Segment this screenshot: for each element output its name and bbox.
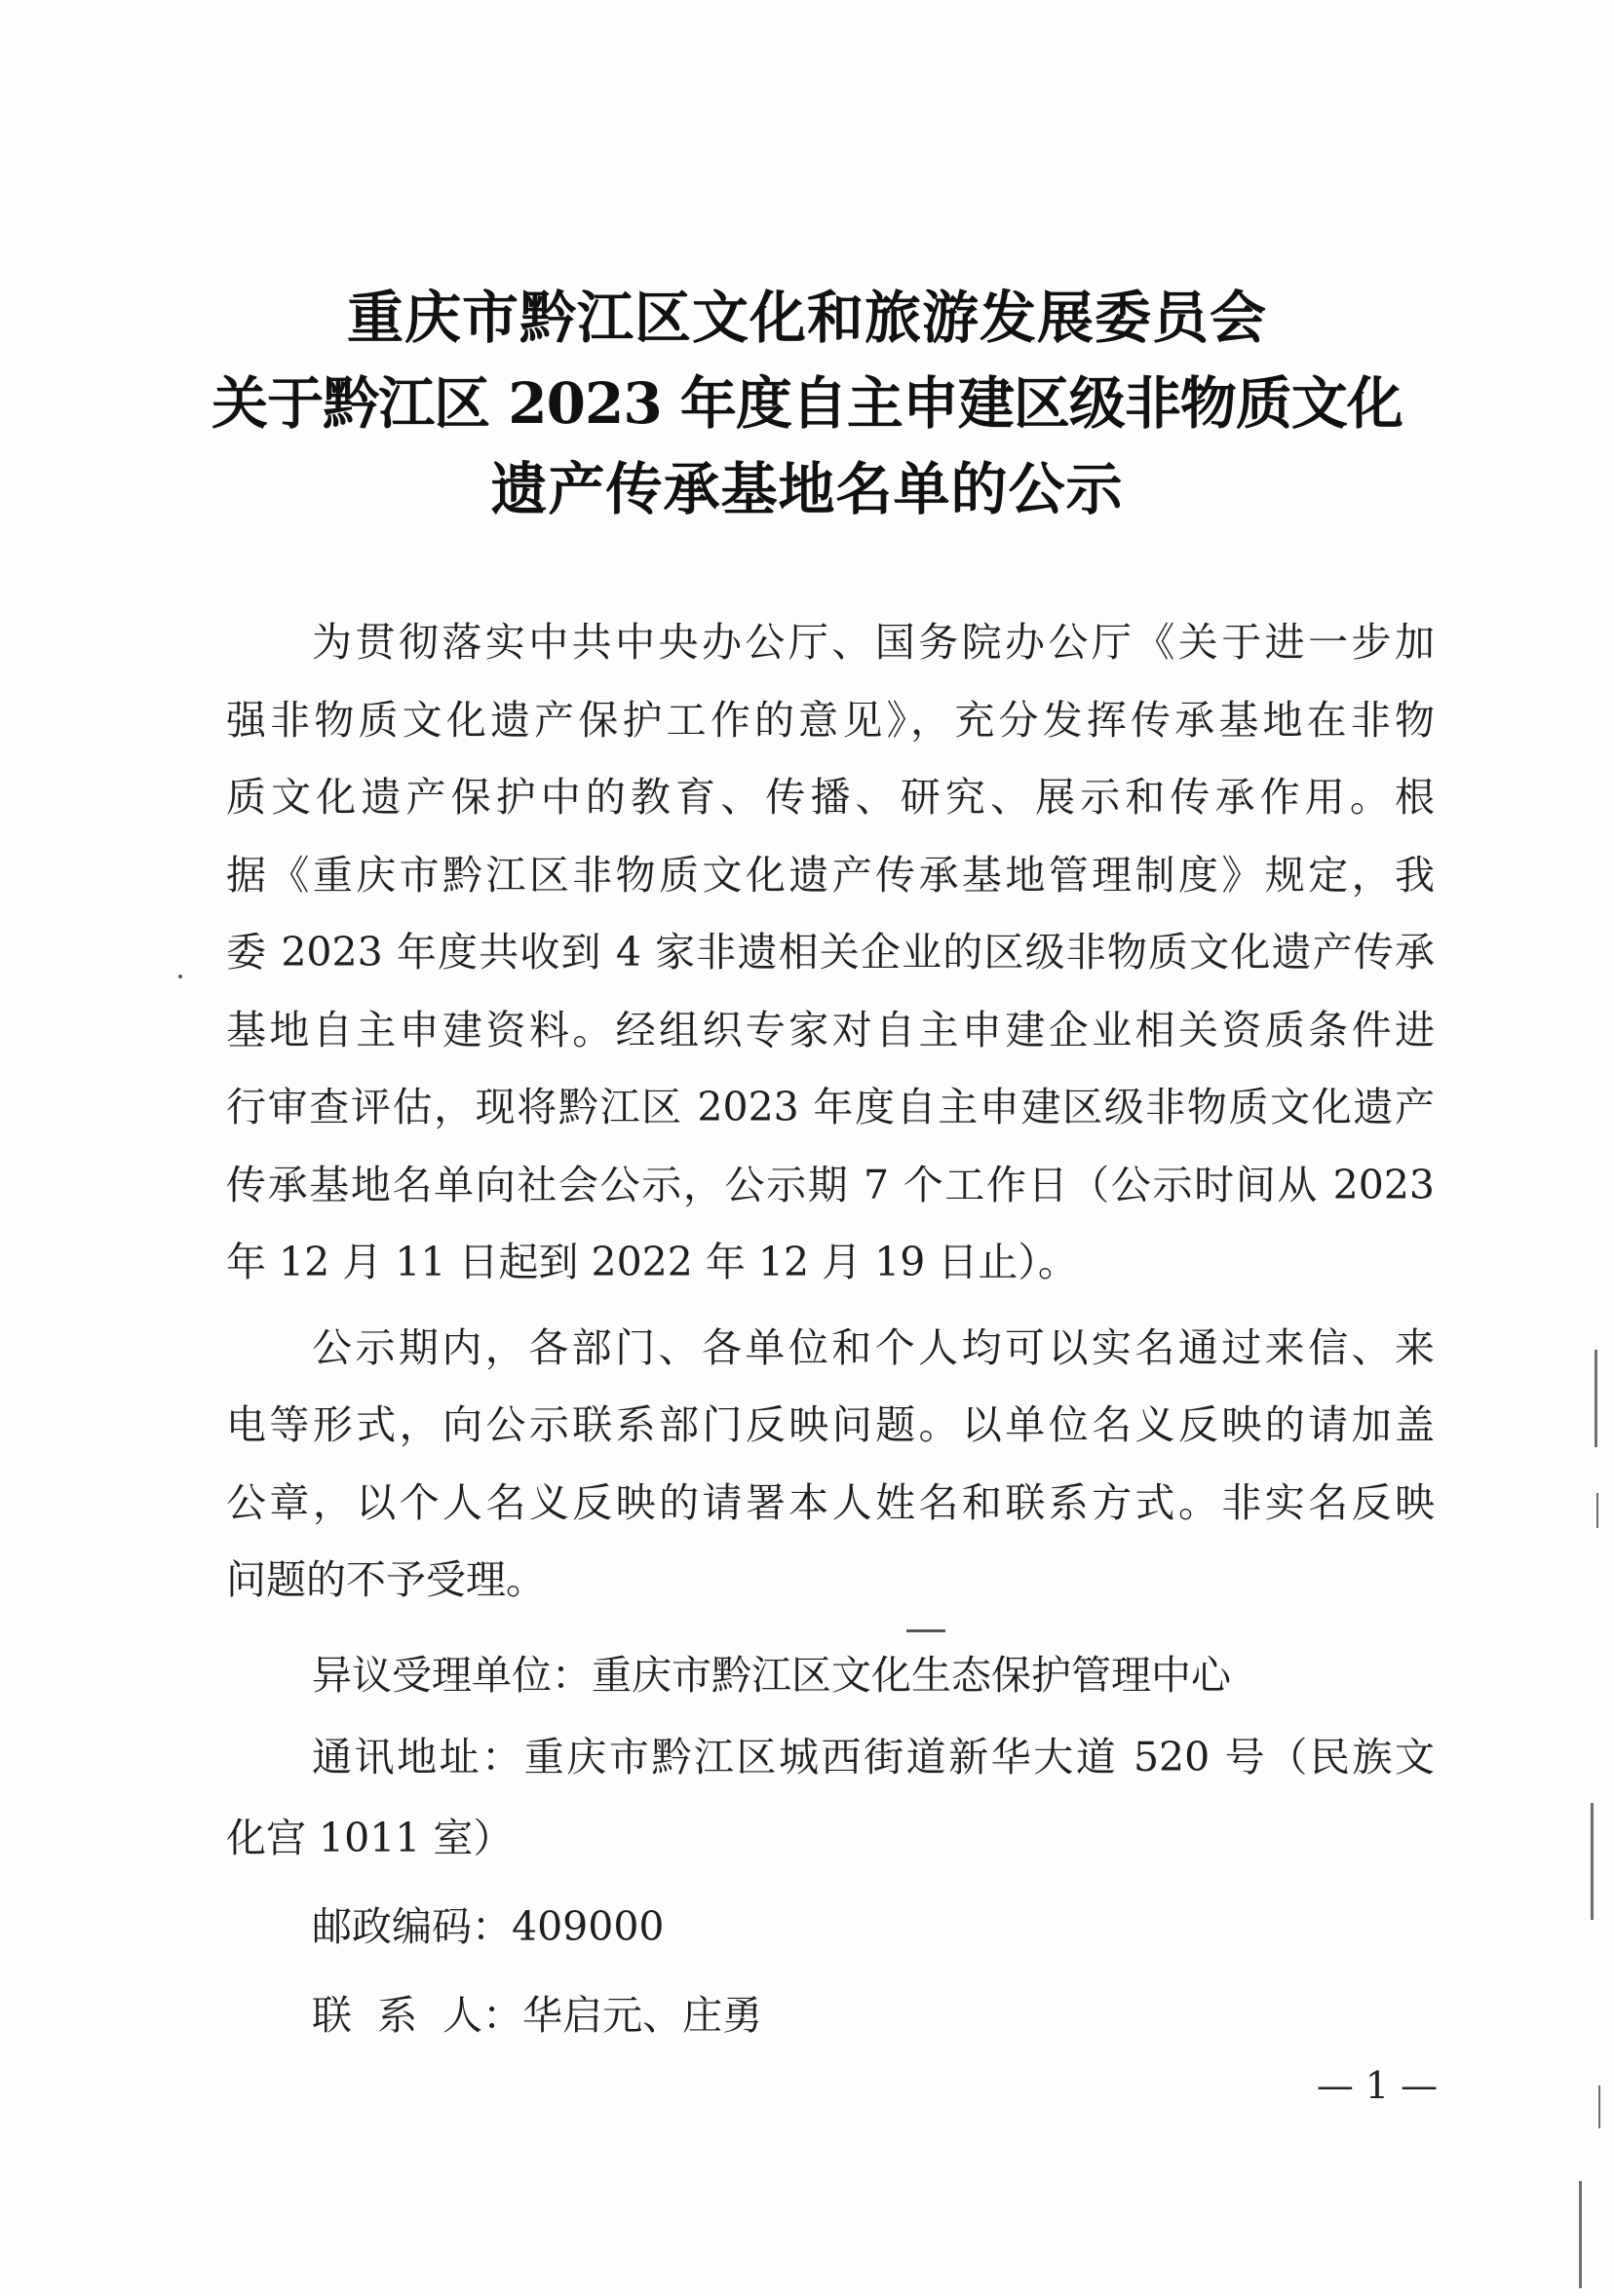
paragraph-1 <box>226 604 1435 1302</box>
scan-artifact-line <box>1596 1493 1598 1528</box>
paragraph-line: 传承基地名单向社会公示，公示期 7 个工作日（公示时间从 2023 <box>226 1161 1435 1208</box>
paragraph-line: 强非物质文化遗产保护工作的意见》，充分发挥传承基地在非物 <box>226 696 1435 744</box>
title-line-3: 遗产传承基地名单的公示 <box>490 456 1124 522</box>
document-title <box>0 275 1614 532</box>
page-number: — 1 — <box>1316 2064 1439 2107</box>
paragraph-line: 年 12 月 11 日起到 2022 年 12 月 19 日止）。 <box>226 1239 1078 1285</box>
scan-artifact-line <box>1595 1350 1597 1447</box>
paragraph-line: 公示期内，各部门、各单位和个人均可以实名通过来信、来 <box>312 1323 1435 1371</box>
scan-artifact-line <box>1598 2086 1600 2128</box>
scan-artifact-mark <box>906 1629 945 1632</box>
title-line-1: 重庆市黔江区文化和旅游发展委员会 <box>346 285 1267 351</box>
title-line-2: 关于黔江区 2023 年度自主申建区级非物质文化 <box>211 370 1403 437</box>
scan-artifact-dot <box>178 975 182 978</box>
paragraph-line: 公章，以个人名义反映的请署本人姓名和联系方式。非实名反映 <box>226 1478 1435 1526</box>
paragraph-line: 委 2023 年度共收到 4 家非遗相关企业的区级非物质文化遗产传承 <box>226 929 1435 976</box>
paragraph-line: 行审查评估，现将黔江区 2023 年度自主申建区级非物质文化遗产 <box>226 1084 1435 1130</box>
mailing-address-continued: 化宫 1011 室） <box>226 1814 514 1861</box>
scan-artifact-line <box>1591 1803 1594 1920</box>
paragraph-2 <box>226 1310 1435 1620</box>
document-body <box>226 604 1435 2060</box>
contact-person: 联 系 人：华启元、庄勇 <box>312 1991 763 2039</box>
contact-info <box>226 1631 1435 2060</box>
paragraph-line: 为贯彻落实中共中央办公厅、国务院办公厅《关于进一步加 <box>312 619 1435 666</box>
paragraph-line: 质文化遗产保护中的教育、传播、研究、展示和传承作用。根 <box>226 774 1435 821</box>
paragraph-line: 据《重庆市黔江区非物质文化遗产传承基地管理制度》规定，我 <box>226 851 1435 899</box>
scan-artifact-line <box>1579 2181 1582 2288</box>
mailing-address: 通讯地址：重庆市黔江区城西街道新华大道 520 号（民族文 <box>312 1733 1435 1780</box>
paragraph-line: 电等形式，向公示联系部门反映问题。以单位名义反映的请加盖 <box>226 1401 1435 1448</box>
postal-code: 邮政编码：409000 <box>312 1902 665 1950</box>
paragraph-line: 基地自主申建资料。经组织专家对自主申建企业相关资质条件进 <box>226 1006 1435 1053</box>
paragraph-line: 问题的不予受理。 <box>226 1556 546 1603</box>
objection-unit: 异议受理单位：重庆市黔江区文化生态保护管理中心 <box>312 1651 1231 1699</box>
